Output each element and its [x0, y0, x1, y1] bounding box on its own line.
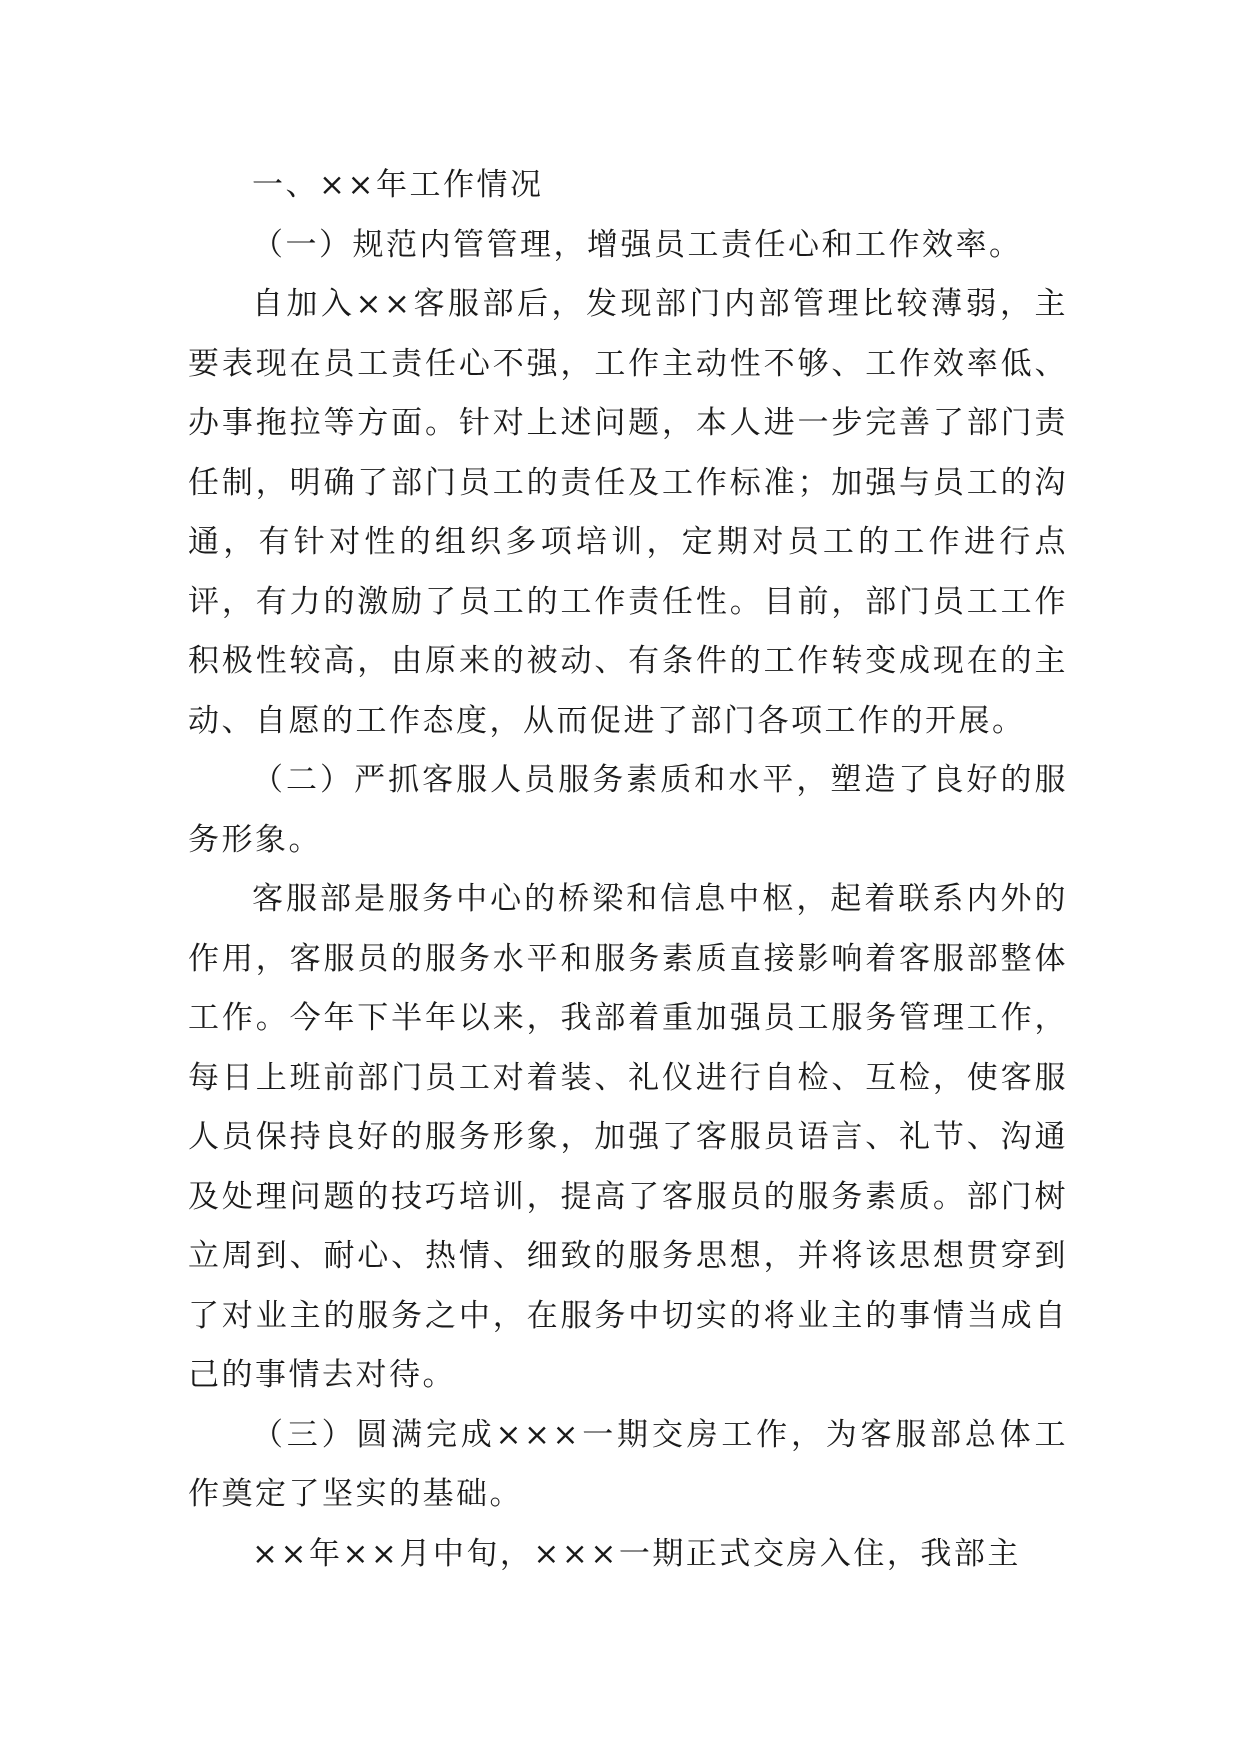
subsection-title-2: （二）严抓客服人员服务素质和水平，塑造了良好的服务形象。	[188, 762, 1068, 858]
subsection-title-1: （一）规范内管管理，增强员工责任心和工作效率。	[252, 226, 1023, 263]
document-body	[188, 156, 1068, 1584]
section-heading: 一、××年工作情况	[252, 167, 544, 203]
subsection-title-3: （三）圆满完成×××一期交房工作，为客服部总体工作奠定了坚实的基础。	[188, 1416, 1068, 1512]
paragraph-3: ××年××月中旬，×××一期正式交房入住，我部主	[252, 1535, 1021, 1572]
paragraph-1: 自加入××客服部后，发现部门内部管理比较薄弱，主要表现在员工责任心不强，工作主动性不够、工作效率低、办事拖拉等方面。针对上述问题，本人进一步完善了部门责任制，明确了部门员工的责任及工作标准；加强与员工的沟通，有针对性的组织多项培训，定期对员工的工作进行点评，有力的激励了员工的工作责任性。目前，部门员工工作积极性较高，由原来的被动、有条件的工作转变成现在的主动、自愿的工作态度，从而促进了部门各项工作的开展。	[188, 286, 1068, 739]
paragraph-2: 客服部是服务中心的桥梁和信息中枢，起着联系内外的作用，客服员的服务水平和服务素质直接影响着客服部整体工作。今年下半年以来，我部着重加强员工服务管理工作，每日上班前部门员工对着装、礼仪进行自检、互检，使客服人员保持良好的服务形象，加强了客服员语言、礼节、沟通及处理问题的技巧培训，提高了客服员的服务素质。部门树立周到、耐心、热情、细致的服务思想，并将该思想贯穿到了对业主的服务之中，在服务中切实的将业主的事情当成自己的事情去对待。	[188, 881, 1068, 1393]
